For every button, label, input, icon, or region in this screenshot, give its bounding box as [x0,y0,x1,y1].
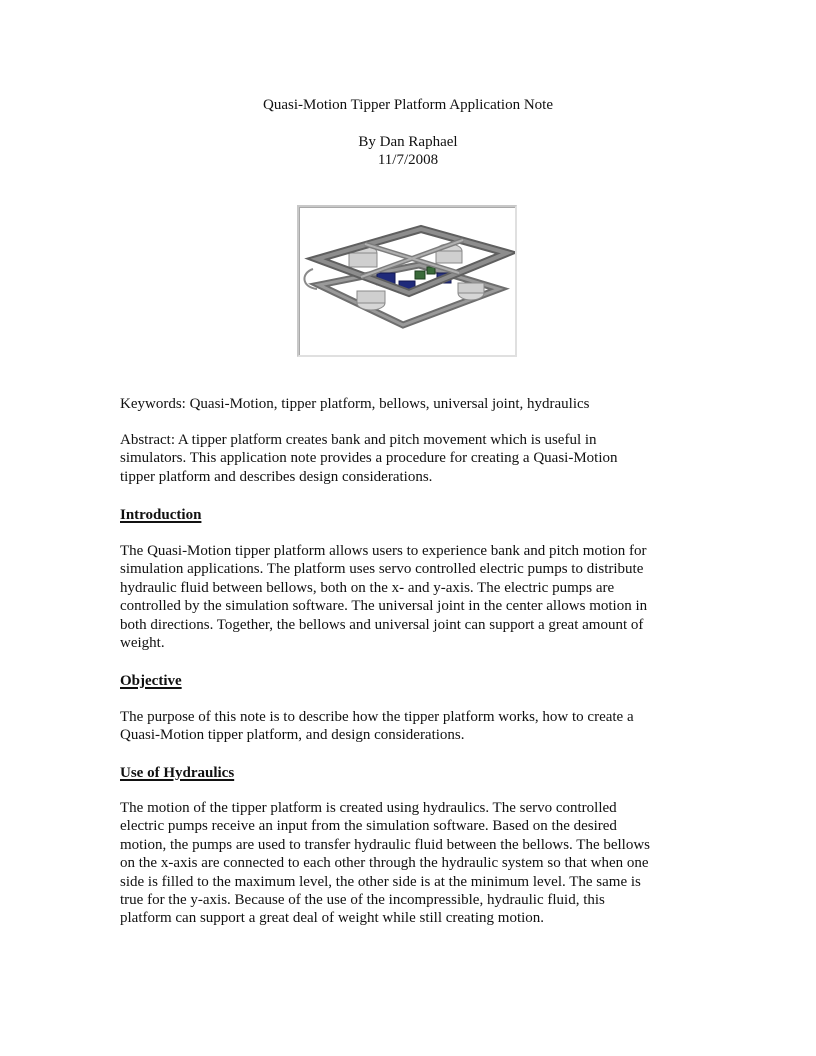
body-line: on the x-axis are connected to each other through the hydraulic system so that when one [120,855,649,872]
body-line: weight. [120,635,165,652]
document-author: By Dan Raphael [358,134,458,150]
keywords-paragraph [120,395,700,413]
section-heading-objective: Objective [120,673,182,689]
section-heading-use-of-hydraulics: Use of Hydraulics [120,765,235,781]
body-line: side is filled to the maximum level, the other side is at the minimum level. The same is [120,873,641,890]
body-line: both directions. Together, the bellows and universal joint can support a great amount of [120,616,644,633]
hydraulics-paragraph [120,799,700,928]
abstract-paragraph [120,431,700,486]
document-date: 11/7/2008 [377,152,439,168]
section-heading-introduction: Introduction [120,507,202,523]
body-line: simulation applications. The platform uses servo controlled electric pumps to distribute [120,561,644,578]
body-line: The purpose of this note is to describe how the tipper platform works, how to create a [120,709,634,725]
body-line: motion, the pumps are used to transfer hydraulic fluid between the bellows. The bellows [120,836,651,853]
body-line: hydraulic fluid between bellows, both on the x- and y-axis. The electric pumps are [120,579,615,596]
tipper-platform-illustration [299,207,515,355]
objective-paragraph [120,708,700,745]
abstract-line: simulators. This application note provides a procedure for creating a Quasi-Motion [120,450,618,467]
introduction-paragraph [120,542,700,652]
platform-figure [297,205,517,357]
document-title: Quasi-Motion Tipper Platform Application Note [263,97,553,113]
body-line: electric pumps receive an input from the simulation software. Based on the desired [120,818,617,835]
keywords-line: Keywords: Quasi-Motion, tipper platform, bellows, universal joint, hydraulics [120,396,590,412]
body-line: controlled by the simulation software. The universal joint in the center allows motion in [120,598,648,615]
abstract-line: Abstract: A tipper platform creates bank and pitch movement which is useful in [120,432,597,448]
body-line: The motion of the tipper platform is created using hydraulics. The servo controlled [120,800,617,816]
abstract-line: tipper platform and describes design considerations. [120,468,433,485]
body-line: platform can support a great deal of weight while still creating motion. [120,910,545,927]
body-line: Quasi-Motion tipper platform, and design considerations. [120,727,465,744]
body-line: true for the y-axis. Because of the use of the incompressible, hydraulic fluid, this [120,892,605,909]
body-line: The Quasi-Motion tipper platform allows users to experience bank and pitch motion for [120,543,647,559]
